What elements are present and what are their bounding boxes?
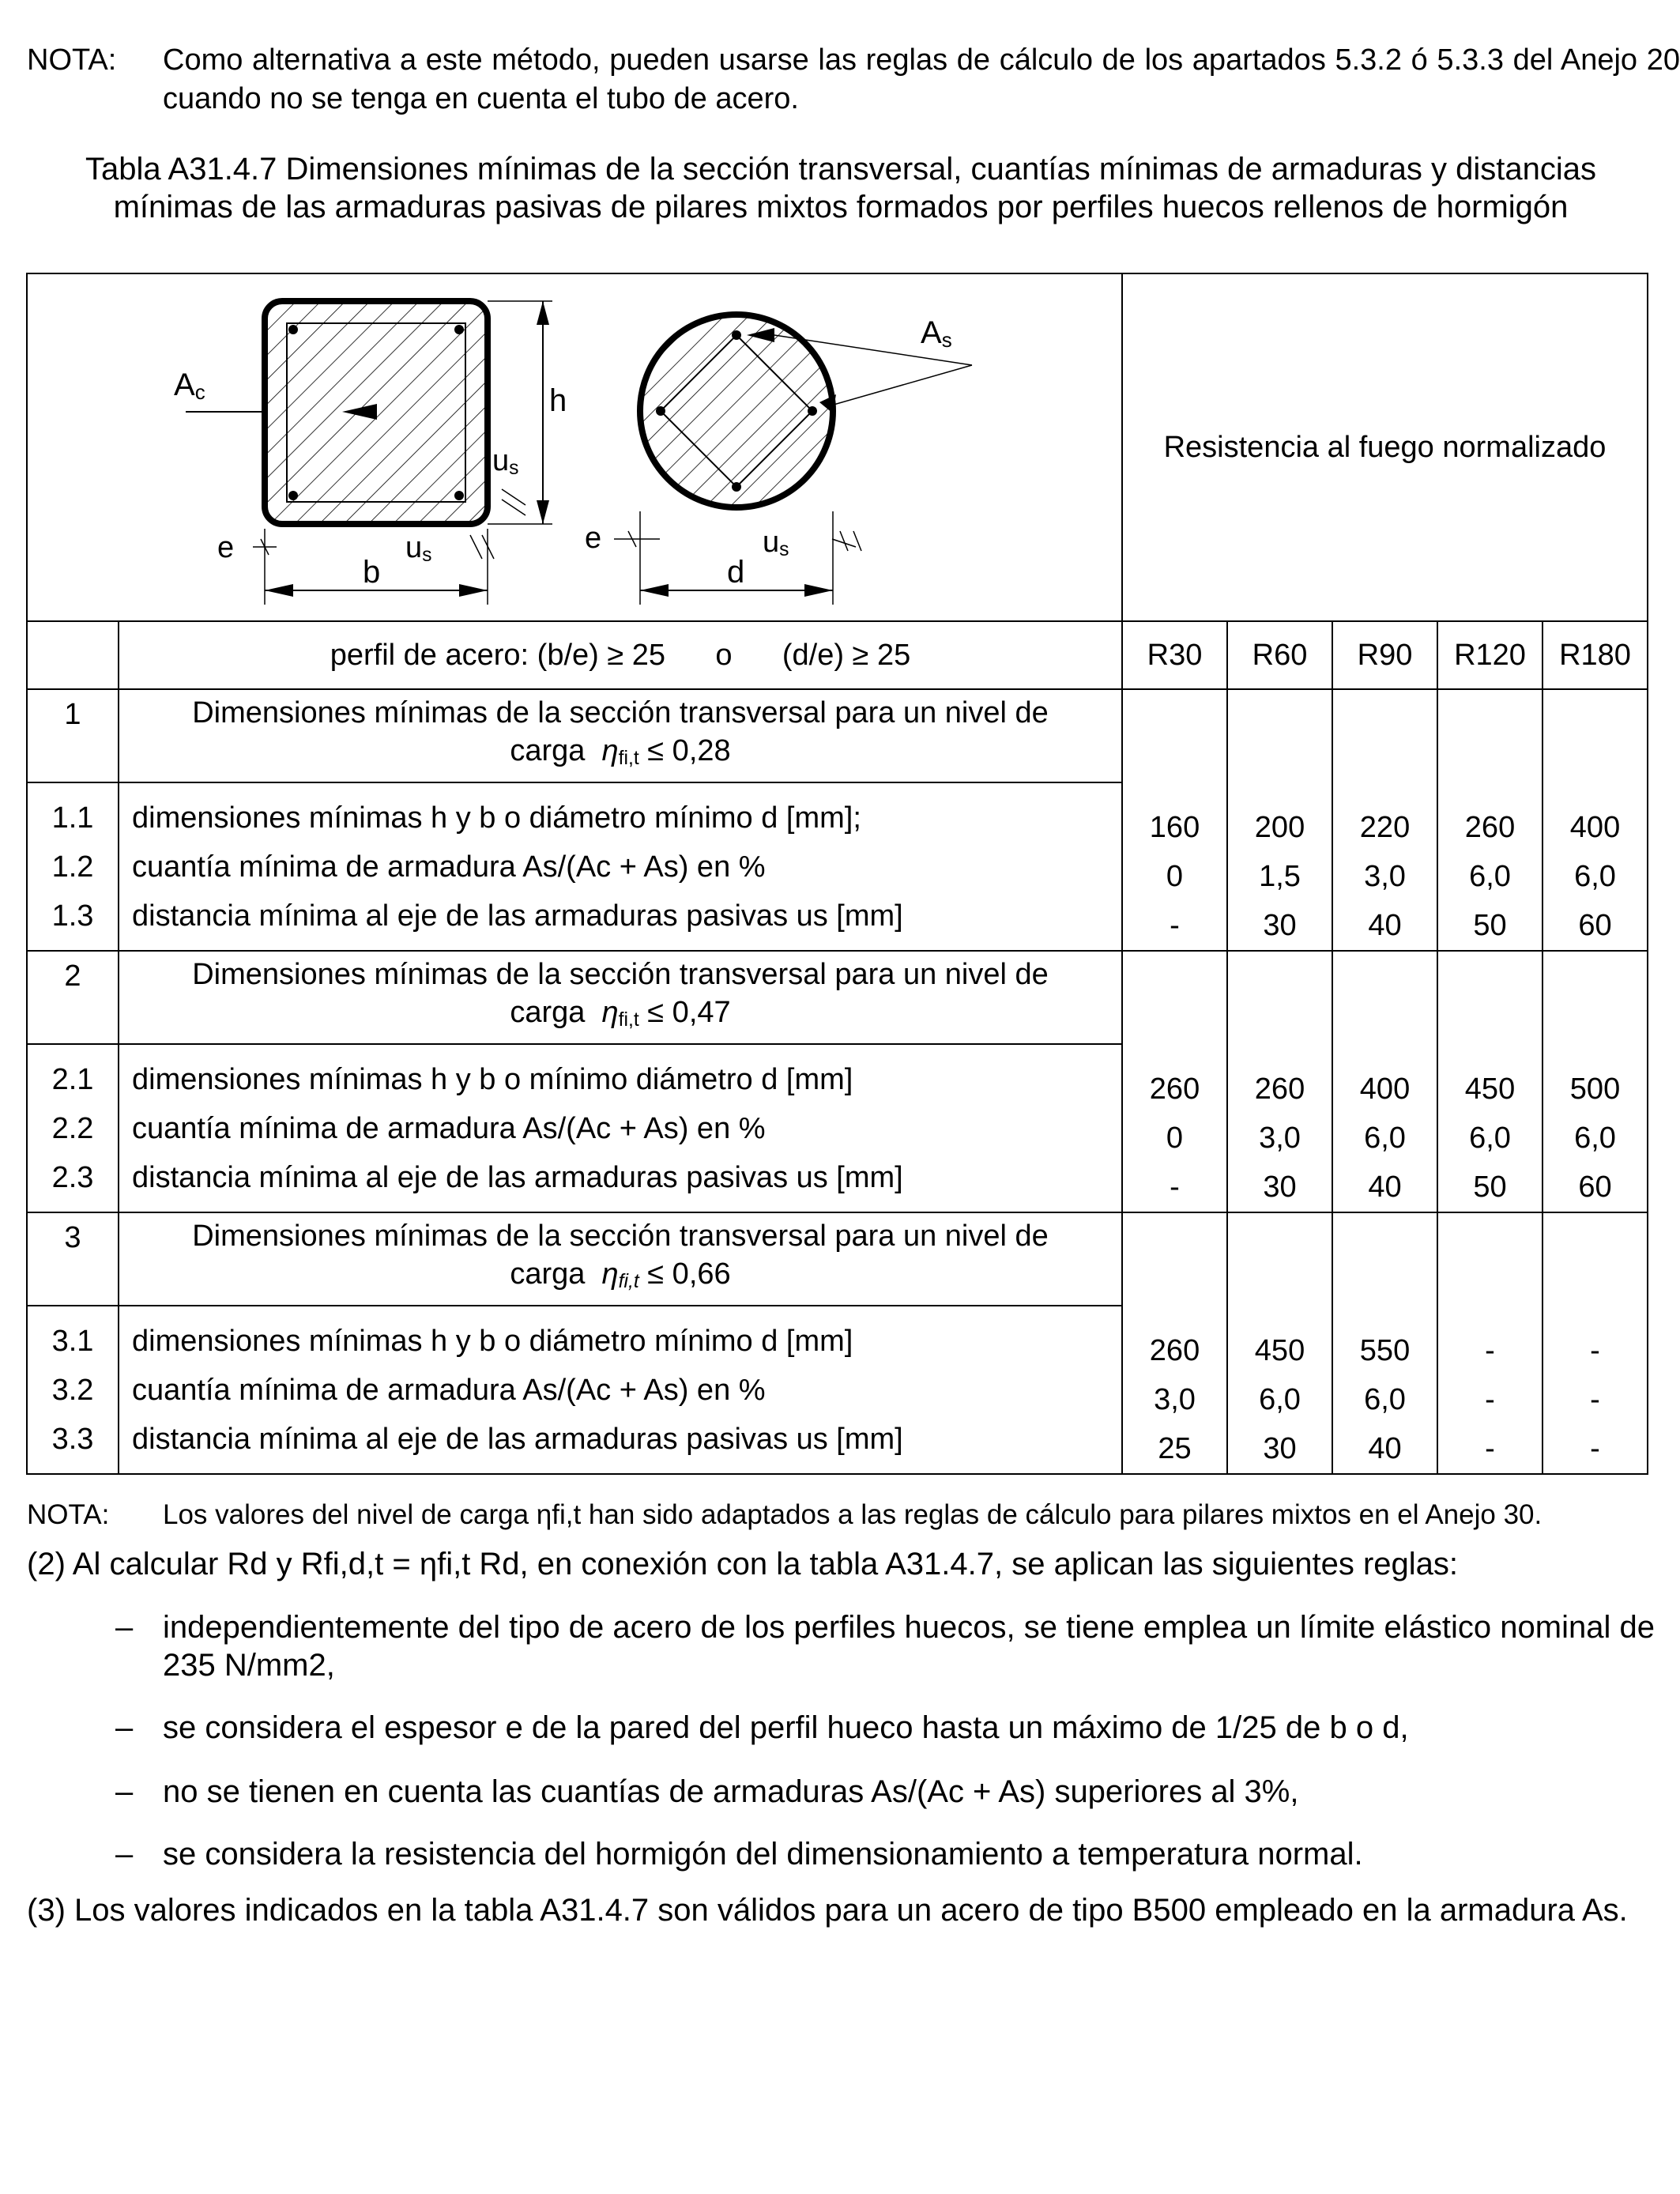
g3-c2: 450 6,0 30: [1227, 1212, 1332, 1474]
g1-c2: 200 1,5 30: [1227, 689, 1332, 951]
group-1-row-ids: 1.1 1.2 1.3: [27, 782, 119, 951]
bullet-3: – no se tienen en cuenta las cuantías de armaduras As/(Ac + As) superiores al 3%,: [115, 1774, 1299, 1809]
cross-section-diagram: [28, 274, 1123, 622]
group-1-row-labels: dimensiones mínimas h y b o diámetro mínimo d [mm]; cuantía mínima de armadura As/(Ac + As) en % distancia mínima al eje de las armaduras pasivas us [mm]: [119, 782, 1122, 951]
paragraph-2: (2) Al calcular Rd y Rfi,d,t = ηfi,t Rd, en conexión con la tabla A31.4.7, se aplican las siguientes reglas:: [27, 1547, 1458, 1581]
resistance-header: Resistencia al fuego normalizado: [1122, 273, 1648, 621]
g3-c4: - - -: [1437, 1212, 1543, 1474]
col-r180: R180: [1543, 621, 1648, 689]
e-label-circle: e: [585, 522, 602, 555]
g2-c1: 260 0 -: [1122, 951, 1227, 1212]
g2-c5: 500 6,0 60: [1543, 951, 1648, 1212]
group-3-id: 3: [27, 1212, 119, 1306]
us-label-bottom: $u_s$: [405, 531, 432, 566]
as-label: $A_s$: [921, 315, 952, 352]
group-2-row-ids: 2.1 2.2 2.3: [27, 1044, 119, 1212]
g1-c4: 260 6,0 50: [1437, 689, 1543, 951]
us-label-circle: $u_s$: [763, 526, 789, 560]
group-3-row-labels: dimensiones mínimas h y b o diámetro mínimo d [mm] cuantía mínima de armadura As/(Ac + As) en % distancia mínima al eje de las armaduras pasivas us [mm]: [119, 1306, 1122, 1474]
col-r120: R120: [1437, 621, 1543, 689]
group-2-id: 2: [27, 951, 119, 1044]
note-label: NOTA:: [27, 1499, 110, 1530]
fire-resistance-table: [26, 273, 1648, 1475]
group-3-row-ids: 3.1 3.2 3.3: [27, 1306, 119, 1474]
group-3-title: Dimensiones mínimas de la sección transversal para un nivel de carga $\eta_{fi,t} \le 0,66$: [119, 1212, 1122, 1306]
col-r60: R60: [1227, 621, 1332, 689]
g1-c1: 160 0 -: [1122, 689, 1227, 951]
table-caption: Tabla A31.4.7 Dimensiones mínimas de la sección transversal, cuantías mínimas de armaduras y distancias mínimas de las armaduras pasivas de pilares mixtos formados por perfiles huecos rellenos de hormigón: [85, 152, 1596, 224]
g3-c1: 260 3,0 25: [1122, 1212, 1227, 1474]
group-1-title: Dimensiones mínimas de la sección transversal para un nivel de carga $\eta_{fi,t} \le 0,28$: [119, 689, 1122, 782]
group-1-id: 1: [27, 689, 119, 782]
g2-c3: 400 6,0 40: [1332, 951, 1437, 1212]
b-label: b: [363, 555, 381, 590]
note-label: NOTA:: [27, 43, 117, 77]
paragraph-3: (3) Los valores indicados en la tabla A31.4.7 son válidos para un acero de tipo B500 empleado en la armadura As.: [27, 1893, 1628, 1928]
note-text: Los valores del nivel de carga ηfi,t han sido adaptados a las reglas de cálculo para pilares mixtos en el Anejo 30.: [163, 1499, 1543, 1530]
g3-c5: - - -: [1543, 1212, 1648, 1474]
d-label: d: [727, 555, 745, 590]
empty-cell: [27, 621, 119, 689]
col-r90: R90: [1332, 621, 1437, 689]
bullet-1: – independientemente del tipo de acero de los perfiles huecos, se tiene emplea un límite elástico nominal de 235 N/mm2,: [115, 1610, 1655, 1683]
col-r30: R30: [1122, 621, 1227, 689]
e-label-square: e: [217, 531, 235, 564]
bullet-2: – se considera el espesor e de la pared del perfil hueco hasta un máximo de 1/25 de b o d,: [115, 1710, 1409, 1745]
ac-label: $A_c$: [174, 368, 205, 405]
bullet-4: – se considera la resistencia del hormigón del dimensionamiento a temperatura normal.: [115, 1837, 1363, 1872]
g2-c4: 450 6,0 50: [1437, 951, 1543, 1212]
g1-c5: 400 6,0 60: [1543, 689, 1648, 951]
note-text: Como alternativa a este método, pueden usarse las reglas de cálculo de los apartados 5.3.2 ó 5.3.3 del Anejo 20 cuando no se tenga en cuenta el tubo de acero.: [163, 43, 1680, 116]
section-figure-cell: [27, 273, 1122, 621]
g2-c2: 260 3,0 30: [1227, 951, 1332, 1212]
us-label-square: $u_s$: [492, 444, 519, 479]
g3-c3: 550 6,0 40: [1332, 1212, 1437, 1474]
g1-c3: 220 3,0 40: [1332, 689, 1437, 951]
profile-label: perfil de acero: (b/e) ≥ 25 o (d/e) ≥ 25: [119, 621, 1122, 689]
group-2-title: Dimensiones mínimas de la sección transversal para un nivel de carga $\eta_{fi,t} \le 0,47$: [119, 951, 1122, 1044]
circular-section: [640, 315, 833, 507]
group-2-row-labels: dimensiones mínimas h y b o mínimo diámetro d [mm] cuantía mínima de armadura As/(Ac + As) en % distancia mínima al eje de las armaduras pasivas us [mm]: [119, 1044, 1122, 1212]
h-label: h: [549, 383, 567, 418]
